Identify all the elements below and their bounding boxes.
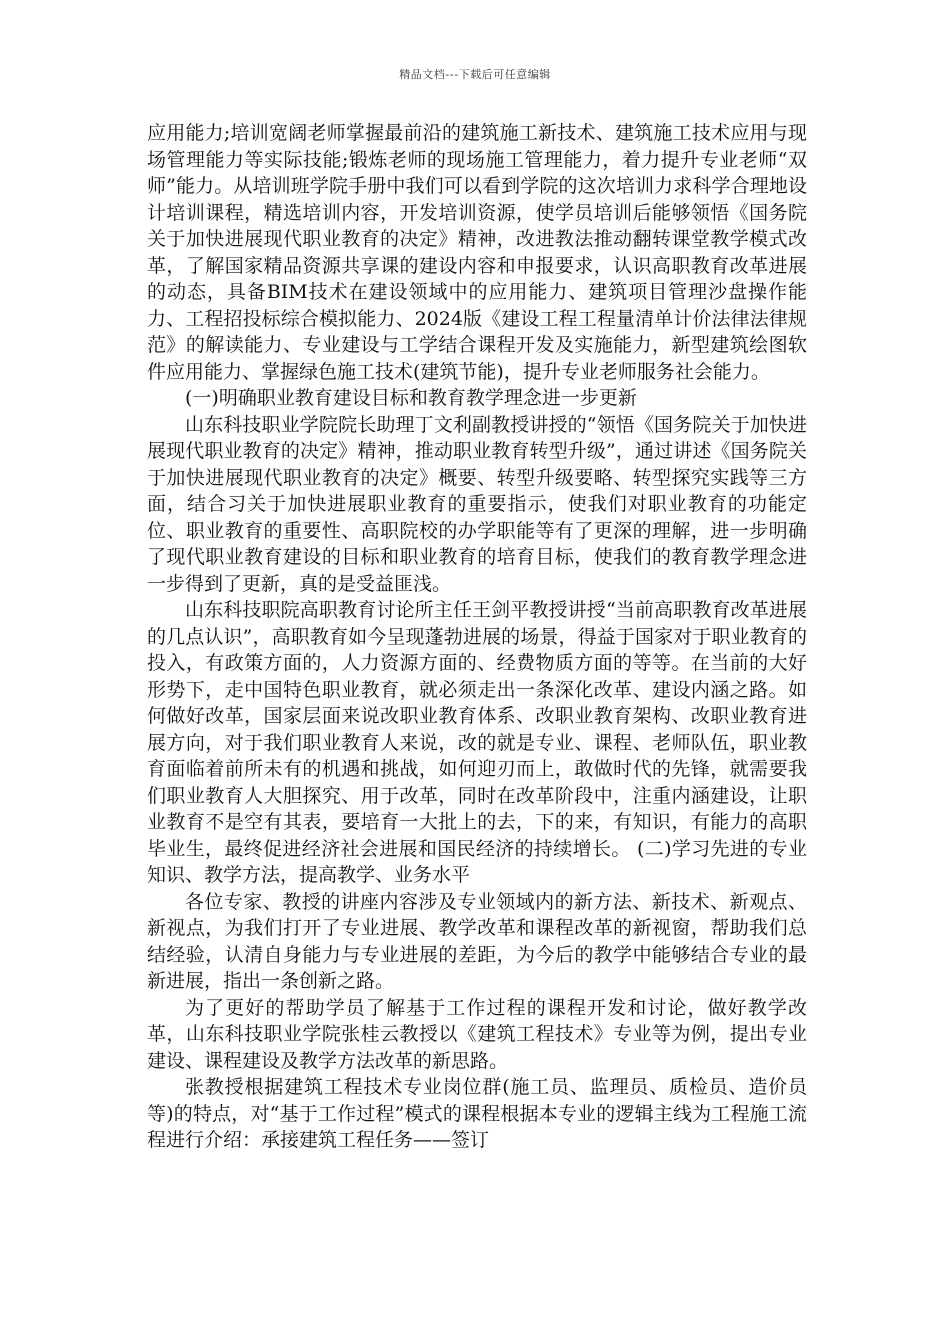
paragraph: 山东科技职业学院院长助理丁文利副教授讲授的“领悟《国务院关于加快进展现代职业教育的决定》精神，推动职业教育转型升级”，通过讲述《国务院关于加快进展现代职业教育的决定》概要、转型升级要略、转型探究实践等三方面，结合习关于加快进展职业教育的重要指示，使我们对职业教育的功能定位、职业教育的重要性、高职院校的办学职能等有了更深的理解，进一步明确了现代职业教育建设的目标和职业教育的培育目标，使我们的教育教学理念进一步得到了更新，真的是受益匪浅。	[147, 413, 807, 595]
paragraph: 山东科技职院高职教育讨论所主任王剑平教授讲授“当前高职教育改革进展的几点认识”，高职教育如今呈现蓬勃进展的场景，得益于国家对于职业教育的投入，有政策方面的，人力资源方面的、经费物质方面的等等。在当前的大好形势下，走中国特色职业教育，就必须走出一条深化改革、建设内涵之路。如何做好改革，国家层面来说改职业教育体系、改职业教育架构、改职业教育进展方向，对于我们职业教育人来说，改的就是专业、课程、老师队伍，职业教育面临着前所未有的机遇和挑战，如何迎刃而上，敢做时代的先锋，就需要我们职业教育人大胆探究、用于改革，同时在改革阶段中，注重内涵建设，让职业教育不是空有其表，要培育一大批上的去，下的来，有知识，有能力的高职毕业生，最终促进经济社会进展和国民经济的持续增长。 (二)学习先进的专业知识、教学方法，提高教学、业务水平	[147, 599, 807, 886]
paragraph-continuation: 应用能力;培训宽阔老师掌握最前沿的建筑施工新技术、建筑施工技术应用与现场管理能力等实际技能;锻炼老师的现场施工管理能力，着力提升专业老师“双师”能力。从培训班学院手册中我们可以看到学院的这次培训力求科学合理地设计培训课程，精选培训内容，开发培训资源，使学员培训后能够领悟《国务院关于加快进展现代职业教育的决定》精神，改进教法推动翻转课堂教学模式改革，了解国家精品资源共享课的建设内容和申报要求，认识高职教育改革进展的动态，具备BIM技术在建设领域中的应用能力、建筑项目管理沙盘操作能力、工程招投标综合模拟能力、2024版《建设工程工程量清单计价法律法律规范》的解读能力、专业建设与工学结合课程开发及实施能力，新型建筑绘图软件应用能力、掌握绿色施工技术(建筑节能)，提升专业老师服务社会能力。	[147, 122, 807, 383]
paragraph: 为了更好的帮助学员了解基于工作过程的课程开发和讨论，做好教学改革，山东科技职业学院张桂云教授以《建筑工程技术》专业等为例，提出专业建设、课程建设及教学方法改革的新思路。	[147, 996, 807, 1072]
page-header: 精品文档---下载后可任意编辑	[399, 68, 551, 81]
section-heading: (一)明确职业教育建设目标和教育教学理念进一步更新	[185, 387, 637, 409]
paragraph: 张教授根据建筑工程技术专业岗位群(施工员、监理员、质检员、造价员等)的特点，对“基于工作过程”模式的课程根据本专业的逻辑主线为工程施工流程进行介绍：承接建筑工程任务——签订	[147, 1076, 807, 1151]
document-body	[147, 120, 807, 1154]
paragraph: 各位专家、教授的讲座内容涉及专业领域内的新方法、新技术、新观点、新视点，为我们打开了专业进展、教学改革和课程改革的新视窗，帮助我们总结经验，认清自身能力与专业进展的差距，为今后的教学中能够结合专业的最新进展，指出一条创新之路。	[147, 890, 807, 992]
